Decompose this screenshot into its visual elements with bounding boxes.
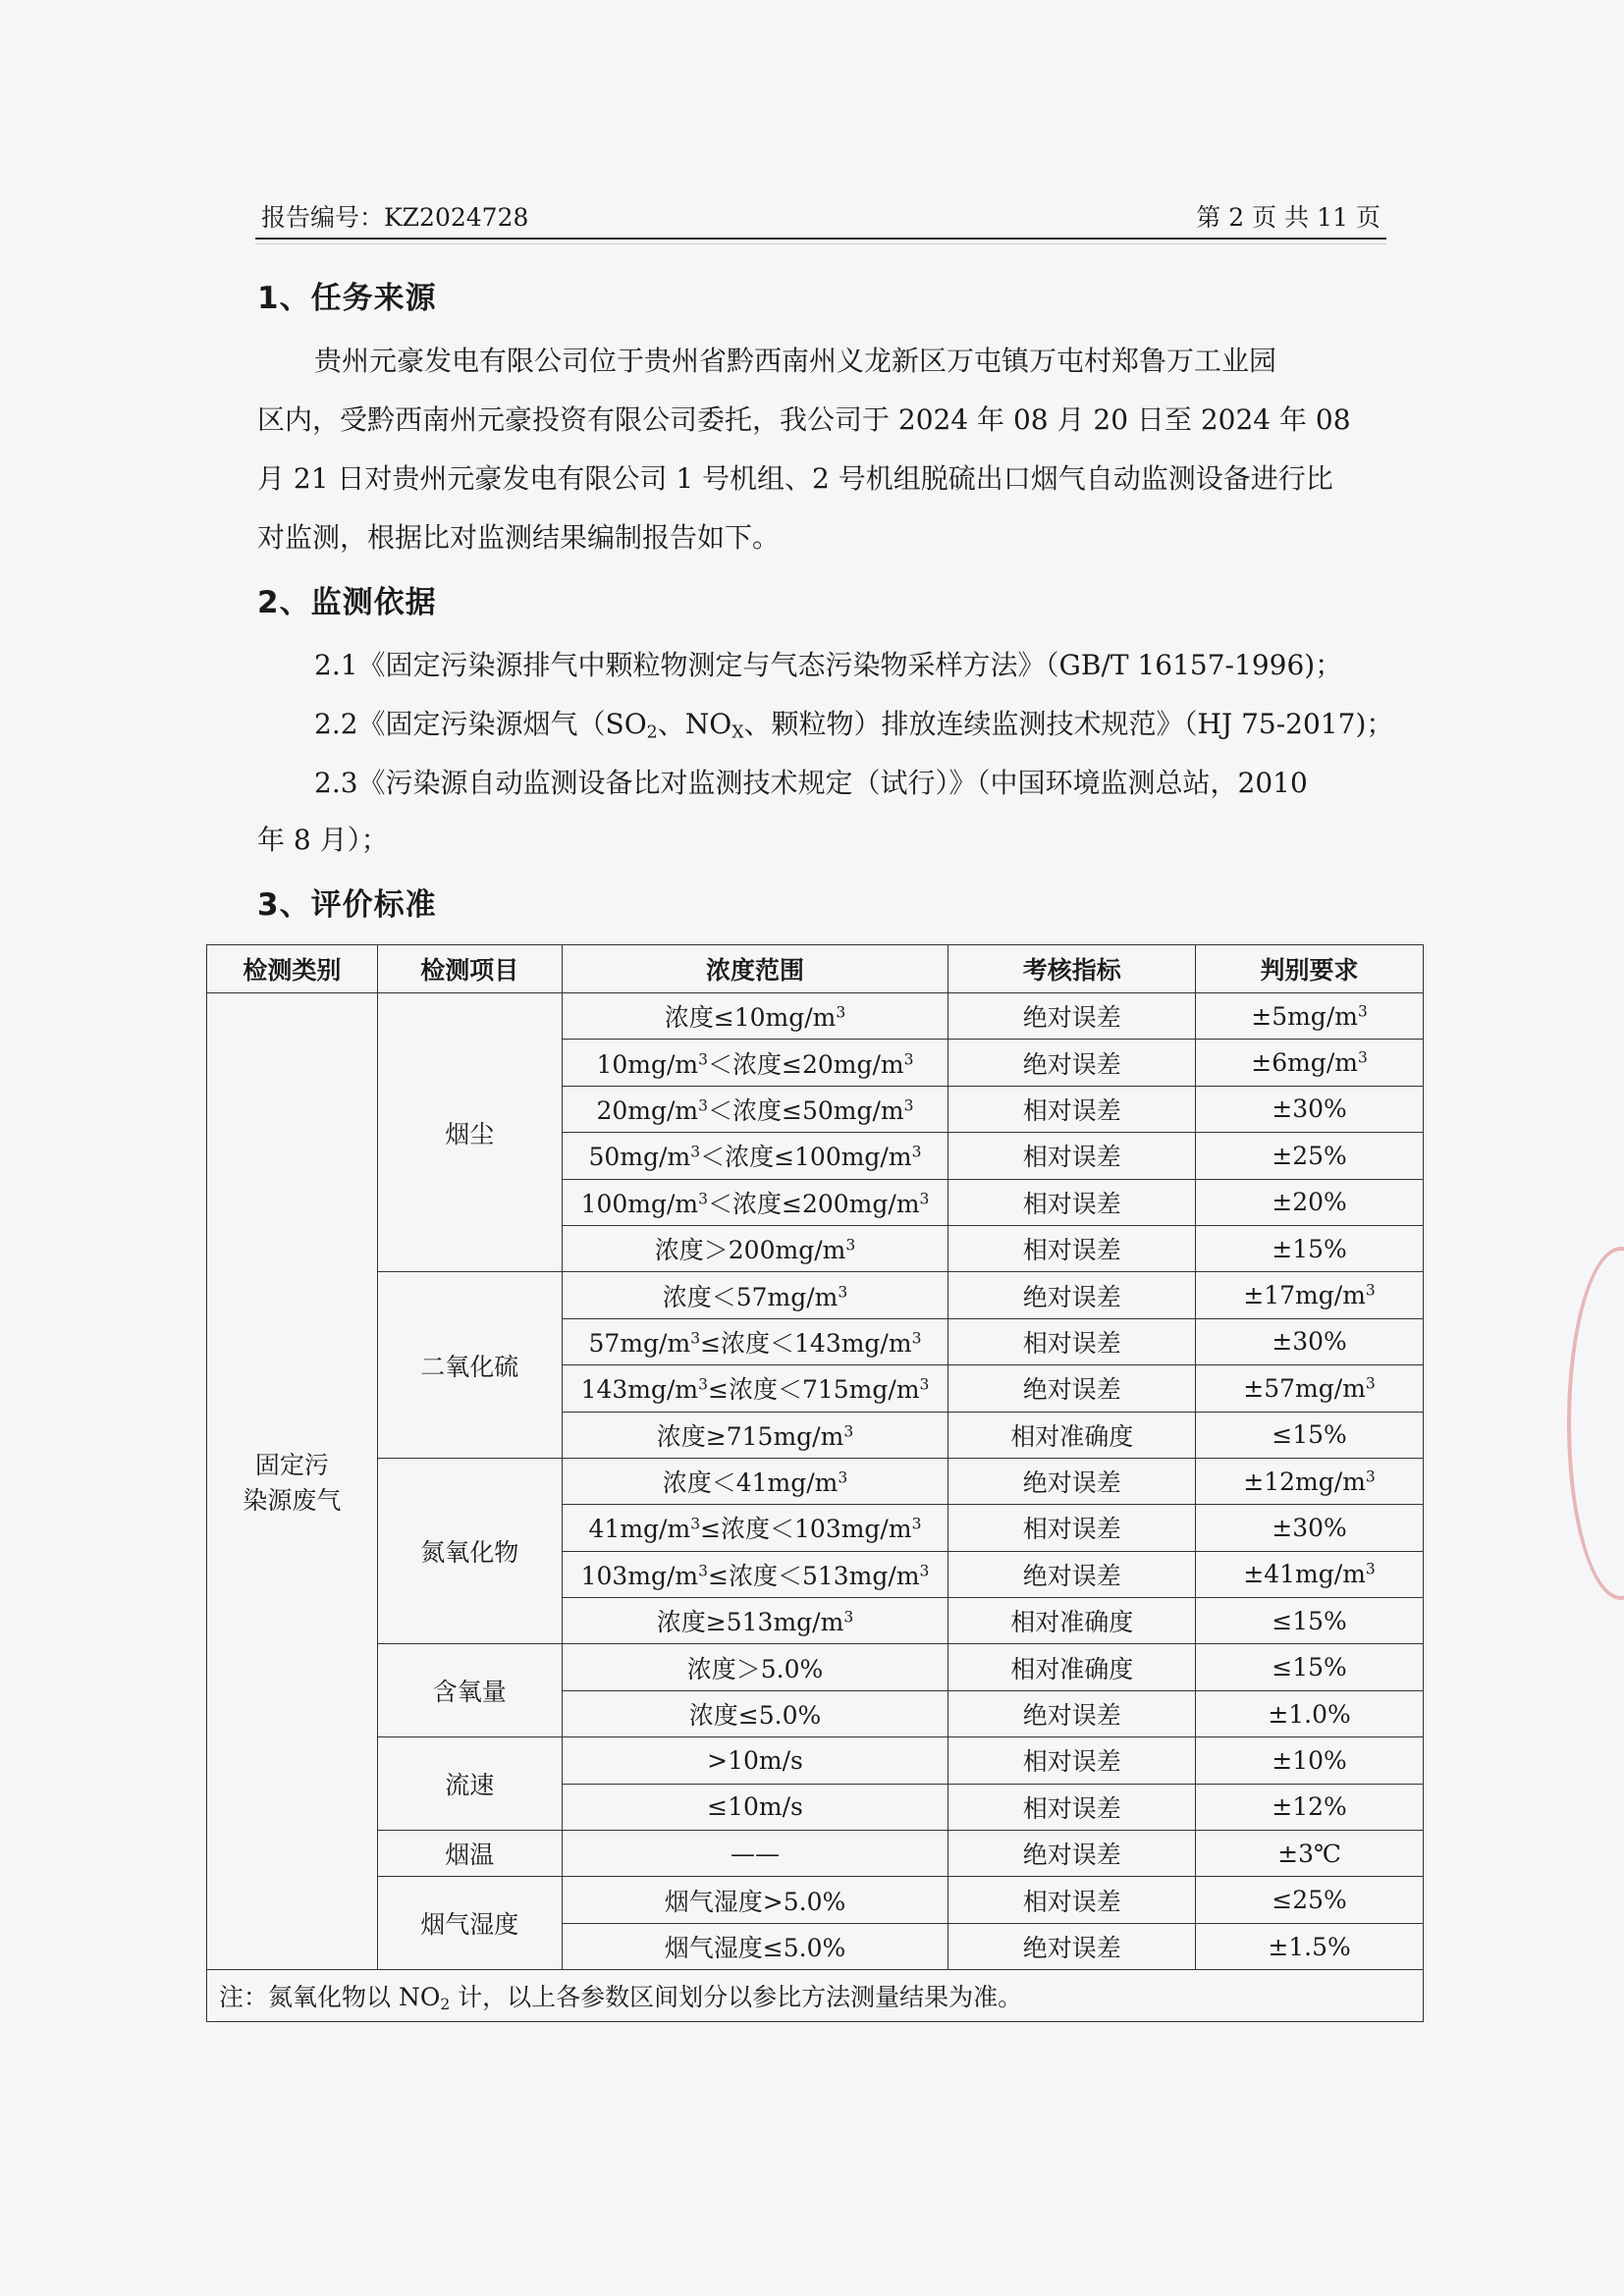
reference-2-part: 、颗粒物）排放连续监测技术规范》（HJ 75-2017)； [743, 708, 1394, 740]
unit-superscript: 3 [838, 1468, 848, 1487]
unit-superscript: 3 [698, 1562, 709, 1580]
unit-superscript: 3 [698, 1190, 709, 1208]
section-1-title: 1、任务来源 [257, 281, 437, 316]
requirement-cell: ±3℃ [1196, 1831, 1424, 1877]
range-cell: >10m/s [562, 1737, 948, 1784]
range-cell: 浓度$<41mg/m^3$ [562, 1458, 948, 1504]
table-row [207, 1644, 1424, 1690]
requirement-cell: $\pm 17mg/m^3$ [1196, 1272, 1424, 1318]
category-line: 固定污 [254, 1451, 329, 1480]
requirement-cell: ≤15% [1196, 1412, 1424, 1458]
table-row [207, 1831, 1424, 1877]
table-note [207, 1970, 1424, 2022]
range-cell: $57mg/m^3\le$浓度$<143mg/m^3$ [562, 1318, 948, 1364]
unit-superscript: 3 [911, 1515, 922, 1533]
unit-superscript: 3 [843, 1608, 854, 1627]
requirement-cell: $\pm 6mg/m^3$ [1196, 1040, 1424, 1086]
table-row [207, 993, 1424, 1040]
item-flow: 流速 [377, 1737, 562, 1831]
header-category: 检测类别 [207, 945, 378, 993]
reference-2-subscript: X [731, 722, 744, 743]
range-cell: 烟气湿度≤5.0% [562, 1923, 948, 1969]
requirement-cell: ±30% [1196, 1318, 1424, 1364]
table-note-row [207, 1970, 1424, 2022]
metric-cell: 相对误差 [948, 1318, 1196, 1364]
range-cell: $103mg/m^3\le$浓度$<513mg/m^3$ [562, 1551, 948, 1597]
unit-superscript: 3 [919, 1562, 930, 1580]
reference-2-subscript: 2 [646, 722, 658, 743]
metric-cell: 相对误差 [948, 1179, 1196, 1225]
metric-cell: 相对误差 [948, 1877, 1196, 1923]
requirement-cell: ±25% [1196, 1133, 1424, 1179]
section-2-title: 2、监测依据 [257, 585, 437, 620]
requirement-cell: $\pm 41mg/m^3$ [1196, 1551, 1424, 1597]
range-cell: 浓度$\ge 513mg/m^3$ [562, 1598, 948, 1644]
table-row [207, 1877, 1424, 1923]
requirement-cell: ≤15% [1196, 1644, 1424, 1690]
item-so2: 二氧化硫 [377, 1272, 562, 1459]
unit-superscript: 3 [698, 1375, 709, 1394]
header-range: 浓度范围 [562, 945, 948, 993]
metric-cell: 绝对误差 [948, 1831, 1196, 1877]
reference-3-line-2: 年 8 月）； [257, 824, 389, 856]
unit-superscript: 3 [911, 1143, 922, 1161]
category-cell [207, 993, 378, 1970]
note-subscript: 2 [440, 1996, 451, 2014]
item-dust: 烟尘 [377, 993, 562, 1272]
range-cell: 浓度$\le 10mg/m^3$ [562, 993, 948, 1040]
unit-superscript: 3 [903, 1050, 914, 1069]
requirement-cell: $\pm 5mg/m^3$ [1196, 993, 1424, 1040]
requirement-cell: ±20% [1196, 1179, 1424, 1225]
report-number: 报告编号：KZ2024728 [261, 203, 529, 232]
unit-superscript: 3 [843, 1422, 854, 1441]
page-current: 2 [1228, 203, 1245, 232]
metric-cell: 绝对误差 [948, 1040, 1196, 1086]
metric-cell: 相对误差 [948, 1086, 1196, 1132]
page-label: 第 [1196, 203, 1221, 232]
range-cell: $10mg/m^3<$浓度$\le 20mg/m^3$ [562, 1040, 948, 1086]
metric-cell: 相对误差 [948, 1737, 1196, 1784]
table-row [207, 1737, 1424, 1784]
section-1-line-4: 对监测，根据比对监测结果编制报告如下。 [257, 521, 781, 554]
range-cell: $143mg/m^3\le$浓度$<715mg/m^3$ [562, 1365, 948, 1412]
page-label: 页 [1252, 203, 1277, 232]
range-cell: $20mg/m^3<$浓度$\le 50mg/m^3$ [562, 1086, 948, 1132]
table-row [207, 1272, 1424, 1318]
red-seal-stamp [1567, 1247, 1624, 1600]
reference-2-part: 、NO [657, 708, 732, 740]
range-cell: 烟气湿度>5.0% [562, 1877, 948, 1923]
range-cell: $50mg/m^3<$浓度$\le 100mg/m^3$ [562, 1133, 948, 1179]
item-humidity: 烟气湿度 [377, 1877, 562, 1970]
metric-cell: 相对误差 [948, 1225, 1196, 1271]
metric-cell: 相对误差 [948, 1505, 1196, 1551]
unit-superscript: 3 [690, 1329, 701, 1348]
unit-superscript: 3 [919, 1190, 930, 1208]
page-label: 共 [1284, 203, 1310, 232]
evaluation-standard-table [206, 944, 1424, 2022]
metric-cell: 绝对误差 [948, 1272, 1196, 1318]
requirement-cell: $\pm 12mg/m^3$ [1196, 1458, 1424, 1504]
range-cell: 浓度$\ge 715mg/m^3$ [562, 1412, 948, 1458]
unit-superscript: 3 [690, 1143, 701, 1161]
note-part: 计，以上各参数区间划分以参比方法测量结果为准。 [450, 1983, 1023, 2012]
unit-superscript: 3 [698, 1096, 709, 1115]
unit-superscript: 3 [838, 1283, 848, 1302]
unit-superscript: 3 [1365, 1560, 1376, 1578]
requirement-cell: ±30% [1196, 1086, 1424, 1132]
requirement-cell: ±15% [1196, 1225, 1424, 1271]
requirement-cell: ≤15% [1196, 1598, 1424, 1644]
metric-cell: 绝对误差 [948, 1923, 1196, 1969]
reference-2 [314, 703, 1393, 742]
page-header [255, 198, 1386, 240]
range-cell: $100mg/m^3<$浓度$\le 200mg/m^3$ [562, 1179, 948, 1225]
range-cell: $41mg/m^3\le$浓度$<103mg/m^3$ [562, 1505, 948, 1551]
metric-cell: 绝对误差 [948, 1458, 1196, 1504]
metric-cell: 相对误差 [948, 1133, 1196, 1179]
item-nox: 氮氧化物 [377, 1458, 562, 1644]
category-line: 染源废气 [243, 1486, 342, 1516]
table-row [207, 1458, 1424, 1504]
page-label: 页 [1355, 203, 1380, 232]
unit-superscript: 3 [1365, 1374, 1376, 1393]
range-cell: 浓度＞5.0% [562, 1644, 948, 1690]
requirement-cell: $\pm 57mg/m^3$ [1196, 1365, 1424, 1412]
requirement-cell: ±10% [1196, 1737, 1424, 1784]
section-1-line-1: 贵州元豪发电有限公司位于贵州省黔西南州义龙新区万屯镇万屯村郑鲁万工业园 [314, 345, 1277, 377]
metric-cell: 相对误差 [948, 1784, 1196, 1830]
header-requirement: 判别要求 [1196, 945, 1424, 993]
requirement-cell: ±12% [1196, 1784, 1424, 1830]
unit-superscript: 3 [903, 1096, 914, 1115]
metric-cell: 相对准确度 [948, 1598, 1196, 1644]
unit-superscript: 3 [1357, 1002, 1368, 1021]
reference-3-line-1: 2.3《污染源自动监测设备比对监测技术规定（试行）》（中国环境监测总站，2010 [314, 767, 1308, 799]
header-metric: 考核指标 [948, 945, 1196, 993]
section-1-line-2: 区内，受黔西南州元豪投资有限公司委托，我公司于 2024 年 08 月 20 日至 2024 年 08 [257, 403, 1351, 436]
note-part: 注：氮氧化物以 NO [219, 1983, 441, 2012]
range-cell: 浓度$>200mg/m^3$ [562, 1225, 948, 1271]
range-cell: ≤10m/s [562, 1784, 948, 1830]
table-header-row [207, 945, 1424, 993]
metric-cell: 绝对误差 [948, 1690, 1196, 1736]
unit-superscript: 3 [1365, 1468, 1376, 1486]
requirement-cell: ±1.5% [1196, 1923, 1424, 1969]
metric-cell: 绝对误差 [948, 993, 1196, 1040]
unit-superscript: 3 [1357, 1048, 1368, 1067]
section-3-title: 3、评价标准 [257, 887, 437, 923]
range-cell: —— [562, 1831, 948, 1877]
page-total: 11 [1317, 203, 1348, 232]
metric-cell: 相对准确度 [948, 1644, 1196, 1690]
section-1-line-3: 月 21 日对贵州元豪发电有限公司 1 号机组、2 号机组脱硫出口烟气自动监测设备进行比 [257, 462, 1333, 495]
unit-superscript: 3 [690, 1515, 701, 1533]
unit-superscript: 3 [698, 1050, 709, 1069]
unit-superscript: 3 [1365, 1281, 1376, 1300]
header-rule [255, 243, 1386, 244]
header-item: 检测项目 [377, 945, 562, 993]
unit-superscript: 3 [919, 1375, 930, 1394]
metric-cell: 绝对误差 [948, 1365, 1196, 1412]
requirement-cell: ±30% [1196, 1505, 1424, 1551]
requirement-cell: ±1.0% [1196, 1690, 1424, 1736]
range-cell: 浓度$<57mg/m^3$ [562, 1272, 948, 1318]
range-cell: 浓度≤5.0% [562, 1690, 948, 1736]
metric-cell: 绝对误差 [948, 1551, 1196, 1597]
reference-2-part: 2.2《固定污染源烟气（SO [314, 708, 647, 740]
item-temp: 烟温 [377, 1831, 562, 1877]
page-counter [1192, 198, 1384, 234]
requirement-cell: ≤25% [1196, 1877, 1424, 1923]
metric-cell: 相对准确度 [948, 1412, 1196, 1458]
unit-superscript: 3 [911, 1329, 922, 1348]
unit-superscript: 3 [845, 1236, 856, 1255]
reference-1: 2.1《固定污染源排气中颗粒物测定与气态污染物采样方法》（GB/T 16157-1996)； [314, 649, 1343, 681]
item-oxygen: 含氧量 [377, 1644, 562, 1737]
unit-superscript: 3 [836, 1003, 846, 1022]
